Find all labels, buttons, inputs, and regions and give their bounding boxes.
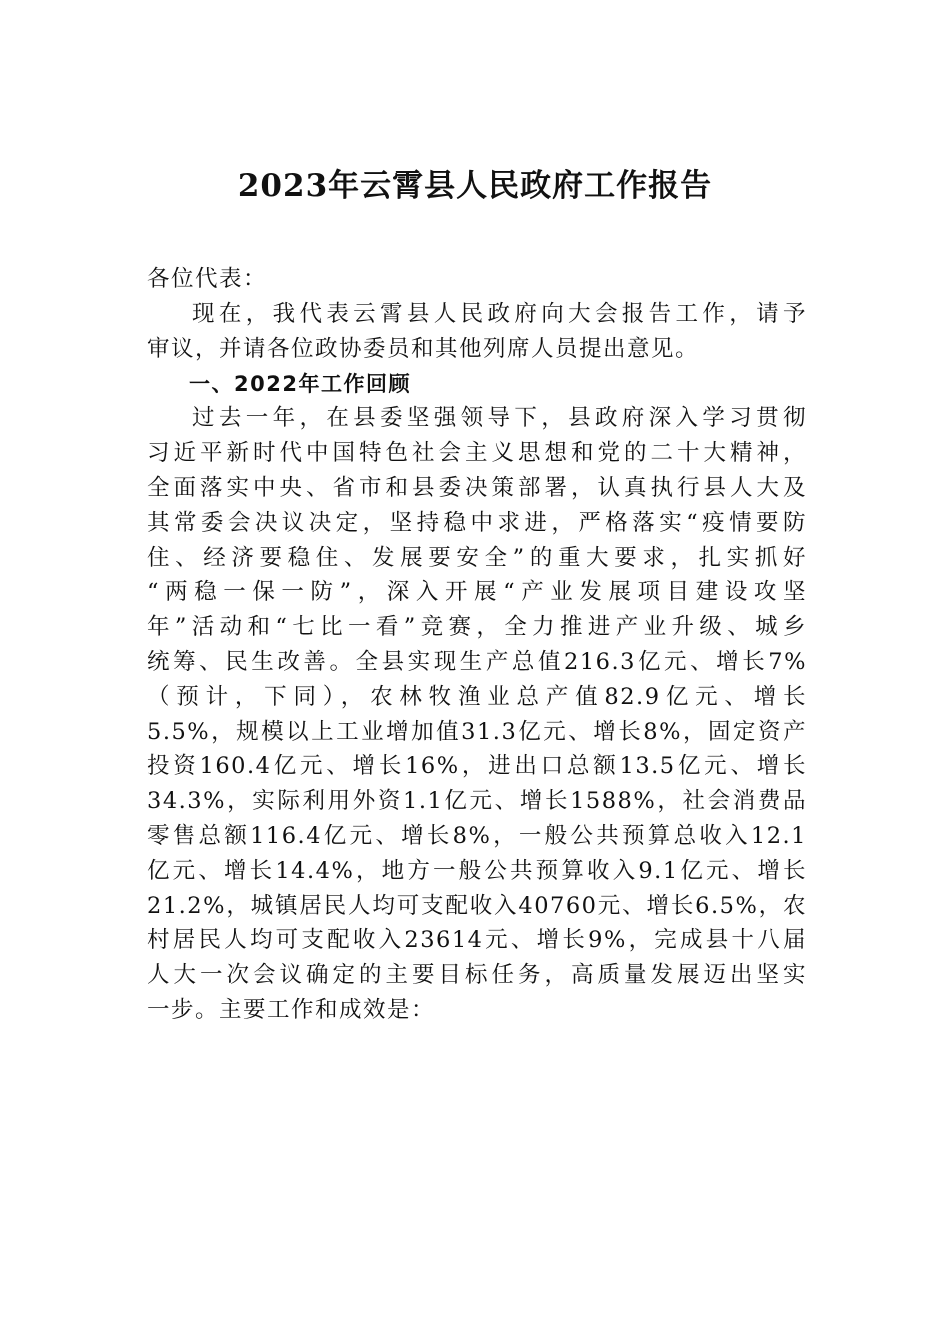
salutation: 各位代表： xyxy=(147,266,268,292)
text-line: “两稳一保一防”，深入开展“产业发展项目建设攻坚 xyxy=(147,579,807,606)
text-line: 人大一次会议确定的主要目标任务，高质量发展迈出坚实 xyxy=(147,962,807,989)
text-line: 其常委会决议决定，坚持稳中求进，严格落实“疫情要防 xyxy=(147,509,807,536)
intro-paragraph xyxy=(147,297,807,367)
text-line: 现在，我代表云霄县人民政府向大会报告工作，请予 xyxy=(192,301,807,327)
text-line: 村居民人均可支配收入23614元、增长9%，完成县十八届 xyxy=(147,927,807,954)
text-line: 过去一年，在县委坚强领导下，县政府深入学习贯彻 xyxy=(192,405,807,432)
review-paragraph xyxy=(147,401,807,1027)
text-line: 亿元、增长14.4%，地方一般公共预算收入9.1亿元、增长 xyxy=(147,857,807,884)
text-line: 年”活动和“七比一看”竞赛，全力推进产业升级、城乡 xyxy=(147,614,807,641)
text-line: 一步。主要工作和成效是： xyxy=(147,996,436,1023)
text-line: 习近平新时代中国特色社会主义思想和党的二十大精神， xyxy=(147,440,807,467)
text-line: 21.2%，城镇居民人均可支配收入40760元、增长6.5%，农 xyxy=(147,892,807,919)
text-line: 零售总额116.4亿元、增长8%，一般公共预算总收入12.1 xyxy=(147,822,807,849)
text-line: 统筹、民生改善。全县实现生产总值216.3亿元、增长7% xyxy=(147,648,807,675)
text-line: （预计，下同），农林牧渔业总产值82.9亿元、增长 xyxy=(147,683,807,710)
text-line: 审议，并请各位政协委员和其他列席人员提出意见。 xyxy=(147,335,700,362)
text-line: 投资160.4亿元、增长16%，进出口总额13.5亿元、增长 xyxy=(147,753,807,780)
text-line: 住、经济要稳住、发展要安全”的重大要求，扎实抓好 xyxy=(147,544,807,571)
text-line: 5.5%，规模以上工业增加值31.3亿元、增长8%，固定资产 xyxy=(147,718,807,745)
text-line: 全面落实中央、省市和县委决策部署，认真执行县人大及 xyxy=(147,474,807,501)
document-title: 2023年云霄县人民政府工作报告 xyxy=(237,168,713,204)
section-heading: 一、2022年工作回顾 xyxy=(189,371,411,396)
document-body xyxy=(147,297,807,1028)
text-line: 34.3%，实际利用外资1.1亿元、增长1588%，社会消费品 xyxy=(147,788,807,815)
